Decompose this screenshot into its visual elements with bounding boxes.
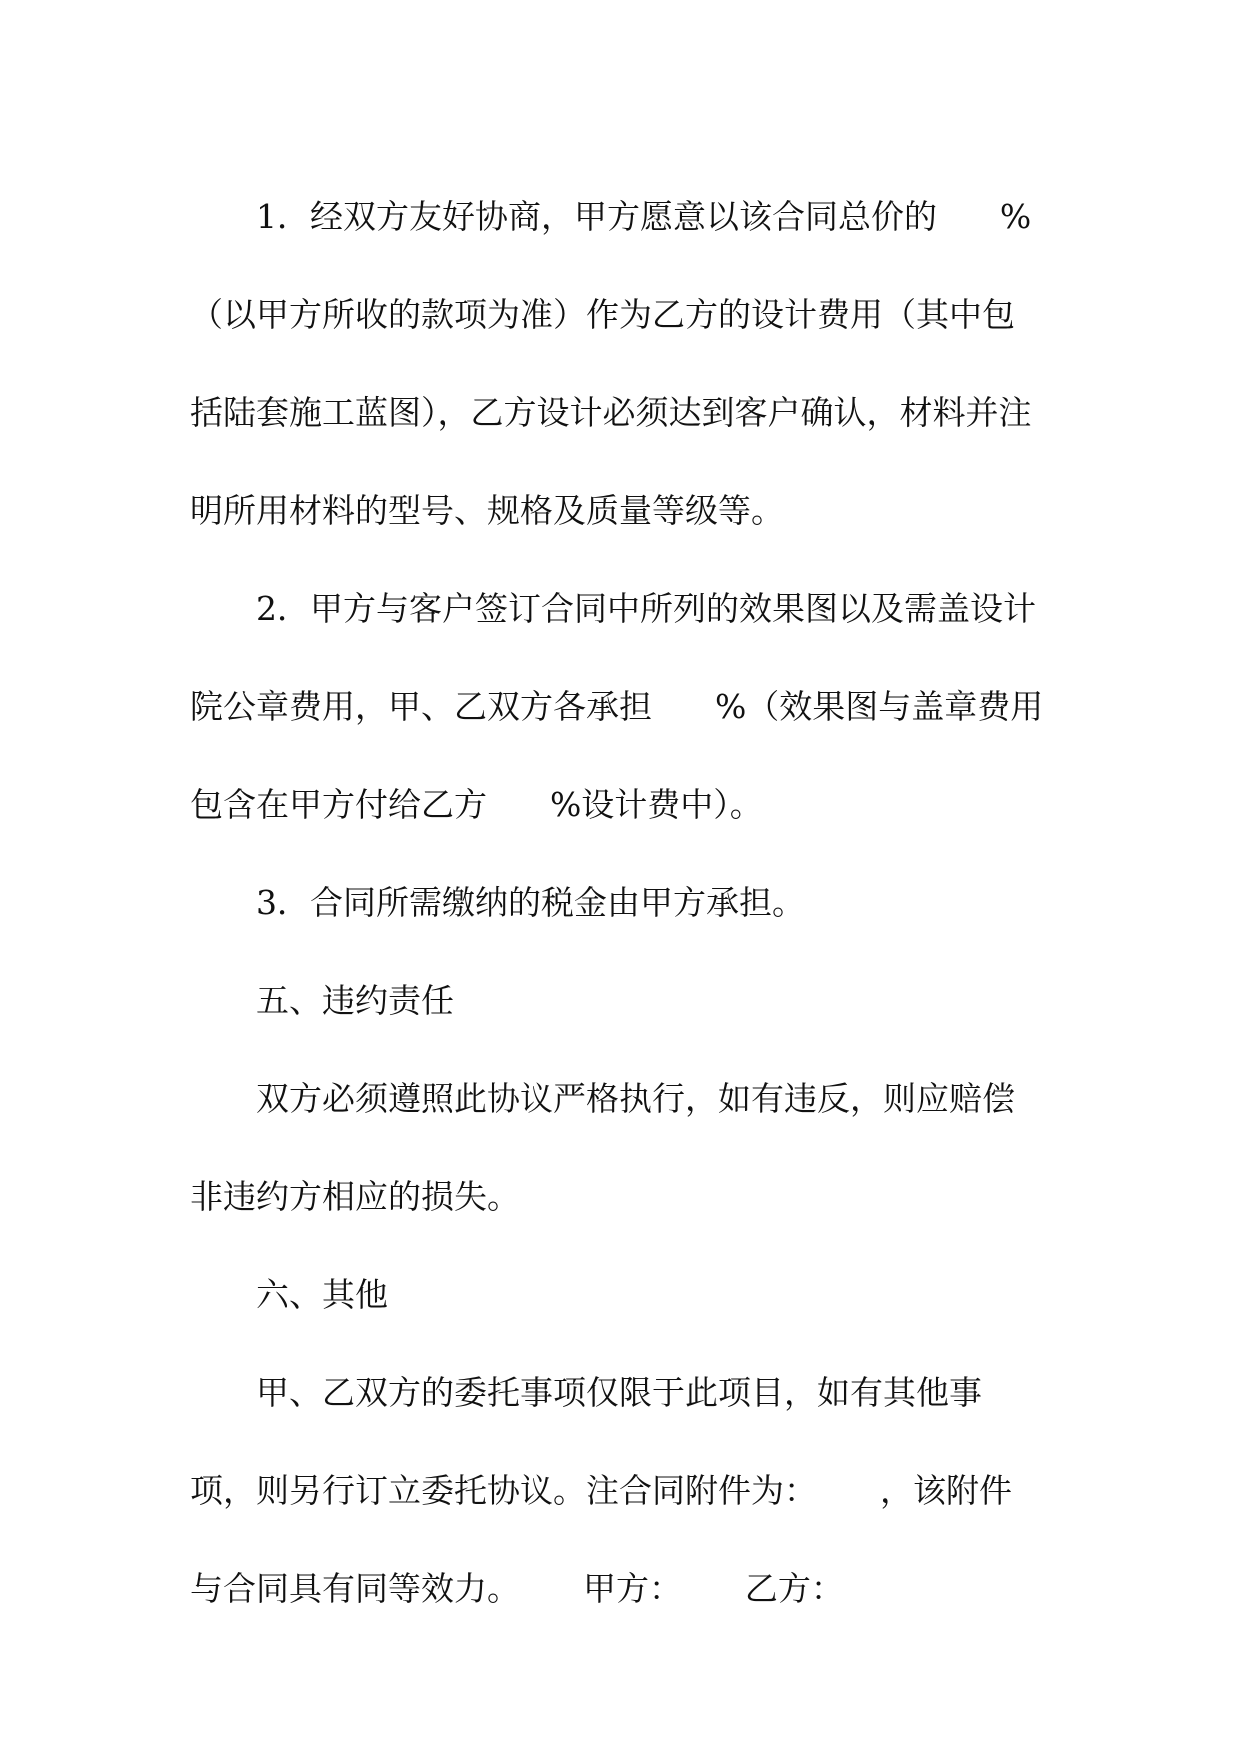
section-heading-other: 六、其他 <box>256 1275 388 1314</box>
section-heading-breach: 五、违约责任 <box>256 981 454 1020</box>
breach-line-1: 双方必须遵照此协议严格执行，如有违反，则应赔偿 <box>256 1079 1015 1118</box>
clause-1-line-2: （以甲方所收的款项为准）作为乙方的设计费用（其中包 <box>190 295 1015 334</box>
clause-2-line-1: 2．甲方与客户签订合同中所列的效果图以及需盖设计 <box>256 589 1036 628</box>
other-line-2: 项，则另行订立委托协议。注合同附件为： ，该附件 <box>190 1471 1012 1510</box>
clause-1-line-3: 括陆套施工蓝图），乙方设计必须达到客户确认，材料并注 <box>190 393 1032 432</box>
clause-3-line-1: 3．合同所需缴纳的税金由甲方承担。 <box>256 883 805 922</box>
document-body <box>190 168 1050 1638</box>
clause-1-line-4: 明所用材料的型号、规格及质量等级等。 <box>190 491 784 530</box>
other-line-1: 甲、乙双方的委托事项仅限于此项目，如有其他事 <box>256 1373 982 1412</box>
clause-2-line-2: 院公章费用，甲、乙双方各承担 %（效果图与盖章费用 <box>190 687 1044 726</box>
breach-line-2: 非违约方相应的损失。 <box>190 1177 520 1216</box>
other-line-3-signatures: 与合同具有同等效力。 甲方： 乙方： <box>190 1569 844 1608</box>
clause-1-line-1: 1．经双方友好协商，甲方愿意以该合同总价的 % <box>256 197 1032 236</box>
clause-2-line-3: 包含在甲方付给乙方 %设计费中）。 <box>190 785 763 824</box>
